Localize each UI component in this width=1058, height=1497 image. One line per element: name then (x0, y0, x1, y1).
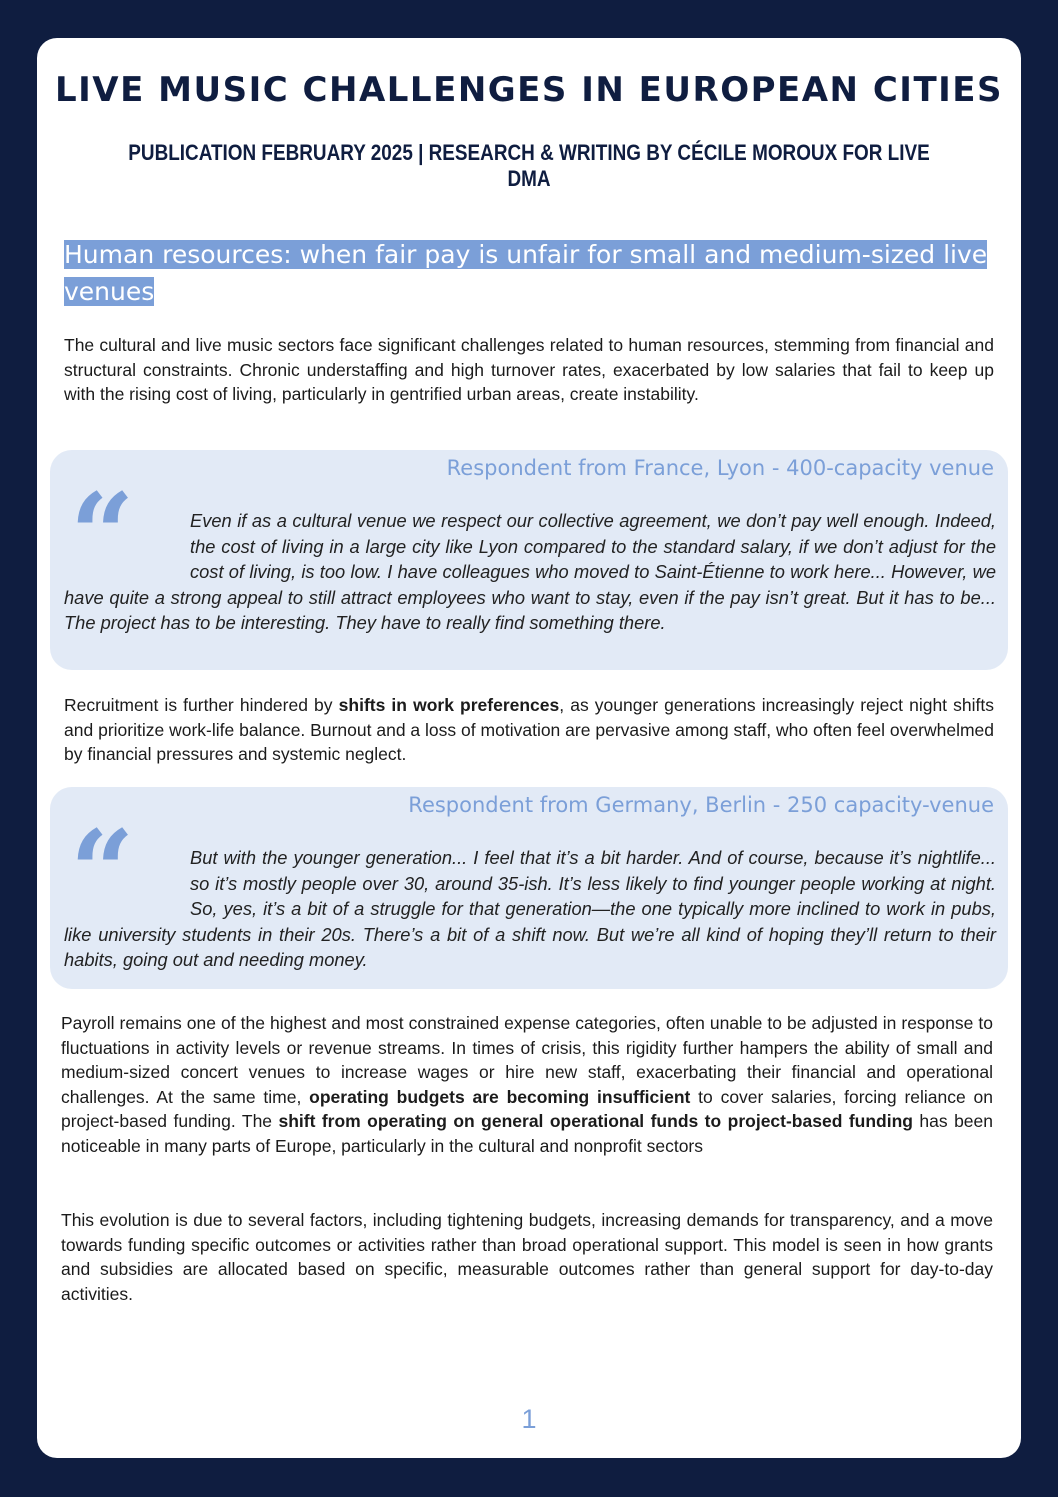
payroll-emphasis-2: shift from operating on general operational funds to project-based funding (278, 1111, 913, 1132)
quote-box-france (50, 450, 1008, 670)
intro-paragraph: The cultural and live music sectors face significant challenges related to human resources, stemming from financial and structural constraints. Chronic understaffing and high turnover rates, exacerbated by low salaries that fail to keep up with the rising cost of living, particularly in gentrified urban areas, create instability. (64, 335, 994, 405)
evolution-paragraph: This evolution is due to several factors, including tightening budgets, increasing demands for transparency, and a move towards funding specific outcomes or activities rather than broad operational support. This model is seen in how grants and subsidies are allocated based on specific, measurable outcomes rather than general support for day-to-day activities. (61, 1210, 993, 1304)
payroll-text-2: to cover salaries, forcing reliance on project-based funding. The (61, 1086, 993, 1132)
payroll-text-1: Payroll remains one of the highest and most constrained expense categories, often unable to be adjusted in response to fluctuations in activity levels or revenue streams. In times of crisis, this rigidity further hampers the ability of small and medium-sized concert venues to increase wages or hire new staff, exacerbating their financial and operational challenges. At the same time, (61, 1013, 993, 1107)
page-number: 1 (521, 1404, 537, 1434)
quote-source: Respondent from France, Lyon - 400-capacity venue (446, 456, 994, 480)
document-page (37, 38, 1021, 1458)
quote-text: But with the younger generation... I feel that it’s a bit harder. And of course, because it’s nightlife... so it’s mostly people over 30, around 35-ish. It’s less likely to find younger people working at night. So, yes, it’s a bit of a struggle for that generation—the one typically more inclined to work in pubs, like university students in their 20s. There’s a bit of a shift now. But we’re all kind of hoping they’ll return to their habits, going out and needing money. (64, 847, 996, 970)
document-title: LIVE MUSIC CHALLENGES IN EUROPEAN CITIES (54, 70, 1004, 110)
recruitment-paragraph (64, 693, 994, 767)
quote-source: Respondent from Germany, Berlin - 250 capacity-venue (408, 793, 994, 817)
recruitment-text-end: , as younger generations increasingly reject night shifts and prioritize work-life balance. Burnout and a loss of motivation are pervasive among staff, who often feel overwhelmed by financial pressures and systemic neglect. (64, 695, 994, 765)
payroll-emphasis-1: operating budgets are becoming insufficient (309, 1086, 691, 1107)
payroll-text-3: has been noticeable in many parts of Europe, particularly in the cultural and nonprofit sectors (61, 1111, 993, 1156)
svg-text:“: “ (70, 807, 135, 938)
section-heading (64, 236, 999, 310)
publication-subtitle: PUBLICATION FEBRUARY 2025 | RESEARCH & WRITING BY CÉCILE MOROUX FOR LIVE DMA (128, 140, 930, 191)
quote-text: Even if as a cultural venue we respect our collective agreement, we don’t pay well enough. Indeed, the cost of living in a large city like Lyon compared to the standard salary, if we don’t adjust for the cost of living, is too low. I have colleagues who moved to Saint-Étienne to work here... However, we have quite a strong appeal to still attract employees who want to stay, even if the pay isn’t great. But it has to be... The project has to be interesting. They have to really find something there. (64, 510, 996, 633)
recruitment-emphasis: shifts in work preferences (338, 695, 560, 715)
svg-text:“: “ (70, 470, 135, 601)
recruitment-text-start: Recruitment is further hindered by (64, 695, 339, 715)
payroll-paragraph (61, 1011, 993, 1159)
section-heading-text: Human resources: when fair pay is unfair for small and medium-sized live venues (64, 240, 988, 306)
quote-box-germany (50, 787, 1008, 989)
